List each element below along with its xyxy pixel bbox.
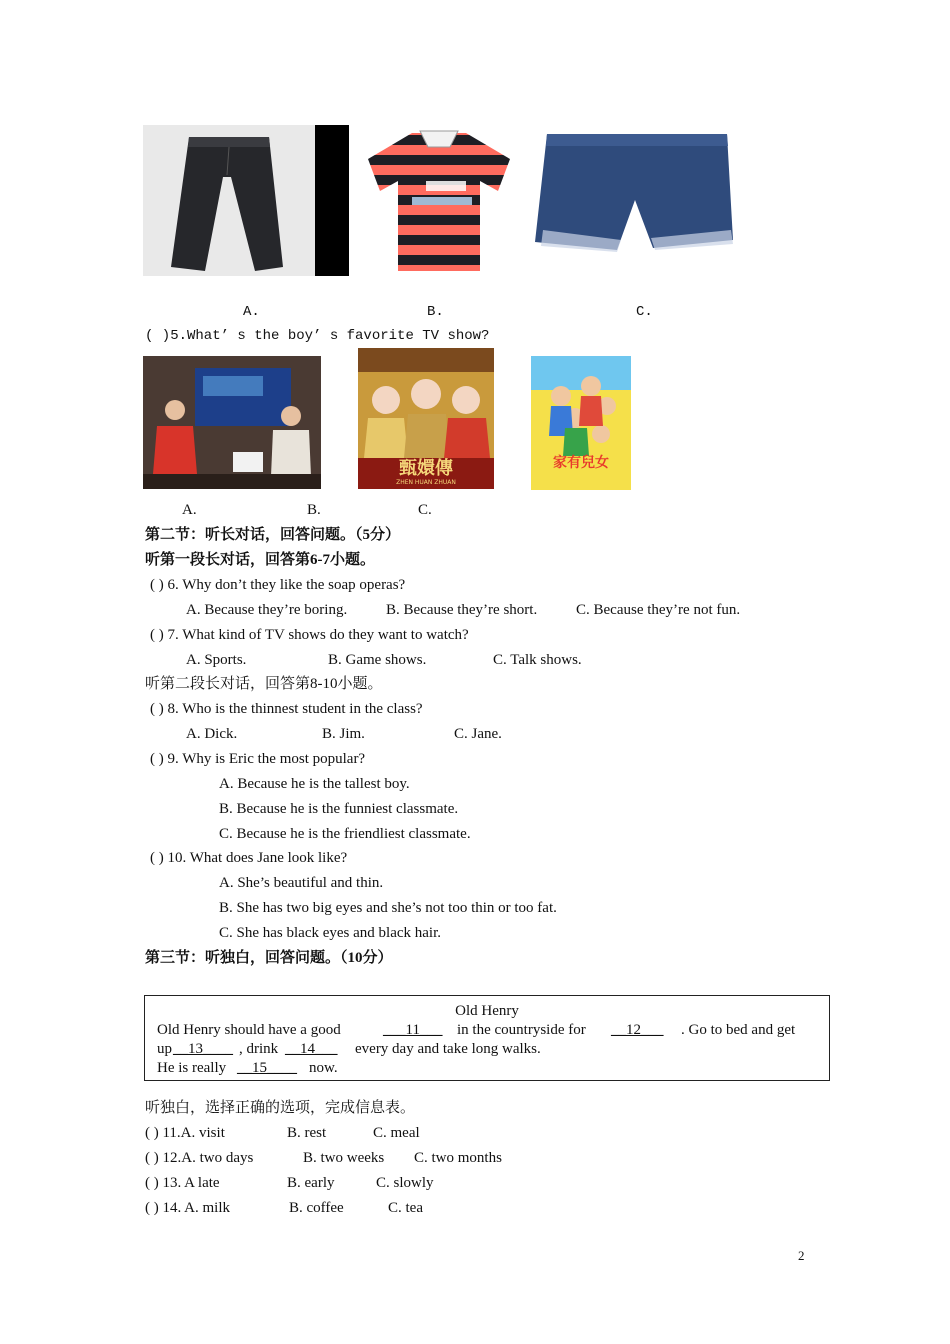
q8-stem: ( ) 8. Who is the thinnest student in the class? xyxy=(150,701,423,717)
q6-option-c: C. Because they’re not fun. xyxy=(576,602,741,618)
jeans-icon xyxy=(143,125,349,276)
blank-14: __14___ xyxy=(285,1041,338,1057)
q6-stem: ( ) 6. Why don’t they like the soap operas? xyxy=(150,577,406,593)
q14-option-c: C. tea xyxy=(388,1200,423,1216)
q7-option-a: A. Sports. xyxy=(186,652,247,668)
q4-option-c: C. xyxy=(636,304,653,320)
talk-show-icon xyxy=(143,356,321,489)
q10-option-b: B. She has two big eyes and she’s not too thin or too fat. xyxy=(219,900,557,916)
q5-option-b: B. xyxy=(307,502,321,518)
box-line3-b: now. xyxy=(309,1060,338,1076)
q6-option-a: A. Because they’re boring. xyxy=(186,602,348,618)
q13-stem: ( ) 13. A late xyxy=(145,1175,220,1191)
q14-stem: ( ) 14. A. milk xyxy=(145,1200,230,1216)
blank-11: ___11___ xyxy=(383,1022,443,1038)
shorts-icon xyxy=(533,130,735,276)
q7-stem: ( ) 7. What kind of TV shows do they want to watch? xyxy=(150,627,469,643)
section3-heading: 第三节：听独白，回答问题。（10分） xyxy=(145,950,393,966)
box-line1-c: . Go to bed and get xyxy=(681,1022,796,1038)
q11-option-c: C. meal xyxy=(373,1125,420,1141)
drama-poster-picture xyxy=(358,348,494,489)
q7-option-b: B. Game shows. xyxy=(328,652,427,668)
q10-option-c: C. She has black eyes and black hair. xyxy=(219,925,442,941)
q4-option-a: A. xyxy=(243,304,260,320)
blank-12: __12___ xyxy=(611,1022,664,1038)
striped-shirt-picture xyxy=(360,125,518,276)
shirt-icon xyxy=(360,125,518,276)
q12-option-c: C. two months xyxy=(414,1150,502,1166)
section2-heading: 第二节：听长对话，回答问题。（5分） xyxy=(145,527,401,543)
q5-question: ( )5.What’ s the boy’ s favorite TV show? xyxy=(145,328,490,344)
q9-option-a: A. Because he is the tallest boy. xyxy=(219,776,410,792)
q13-option-b: B. early xyxy=(287,1175,335,1191)
q8-option-b: B. Jim. xyxy=(322,726,365,742)
q5-option-a: A. xyxy=(182,502,197,518)
old-henry-info-box xyxy=(144,995,830,1081)
drama-poster-title: 甄嬛傳 xyxy=(399,458,453,479)
q9-stem: ( ) 9. Why is Eric the most popular? xyxy=(150,751,366,767)
q6-option-b: B. Because they’re short. xyxy=(386,602,538,618)
box-line1-b: in the countryside for xyxy=(457,1022,586,1038)
dialog2-instruction: 听第二段长对话，回答第8-10小题。 xyxy=(145,676,383,692)
q9-option-b: B. Because he is the funniest classmate. xyxy=(219,801,459,817)
section3-instruction: 听独白，选择正确的选项，完成信息表。 xyxy=(145,1100,416,1116)
q10-option-a: A. She’s beautiful and thin. xyxy=(219,875,384,891)
drama-poster-subtitle: ZHEN HUAN ZHUAN xyxy=(396,479,456,486)
q9-option-c: C. Because he is the friendliest classmate. xyxy=(219,826,471,842)
q12-stem: ( ) 12.A. two days xyxy=(145,1150,254,1166)
q11-stem: ( ) 11.A. visit xyxy=(145,1125,225,1141)
q8-option-a: A. Dick. xyxy=(186,726,238,742)
q4-option-b: B. xyxy=(427,304,444,320)
q12-option-b: B. two weeks xyxy=(303,1150,385,1166)
sitcom-poster-picture xyxy=(531,356,631,490)
jeans-picture xyxy=(143,125,349,276)
box-line2-a: up xyxy=(157,1041,172,1057)
q14-option-b: B. coffee xyxy=(289,1200,344,1216)
q5-option-c: C. xyxy=(418,502,432,518)
box-line2-b: , drink xyxy=(239,1041,279,1057)
box-line2-c: every day and take long walks. xyxy=(355,1041,541,1057)
sitcom-poster-title: 家有兒女 xyxy=(553,455,609,471)
blank-13: __13____ xyxy=(173,1041,233,1057)
dialog1-instruction: 听第一段长对话，回答第6-7小题。 xyxy=(145,552,375,568)
q13-option-c: C. slowly xyxy=(376,1175,434,1191)
q10-stem: ( ) 10. What does Jane look like? xyxy=(150,850,348,866)
q8-option-c: C. Jane. xyxy=(454,726,502,742)
q11-option-b: B. rest xyxy=(287,1125,327,1141)
box-line1-a: Old Henry should have a good xyxy=(157,1022,341,1038)
box-title: Old Henry xyxy=(455,1003,519,1019)
page-number: 2 xyxy=(798,1248,805,1263)
talk-show-picture xyxy=(143,356,321,489)
box-line3-a: He is really xyxy=(157,1060,227,1076)
q7-option-c: C. Talk shows. xyxy=(493,652,582,668)
blank-15: __15____ xyxy=(237,1060,297,1076)
denim-shorts-picture xyxy=(533,130,735,276)
